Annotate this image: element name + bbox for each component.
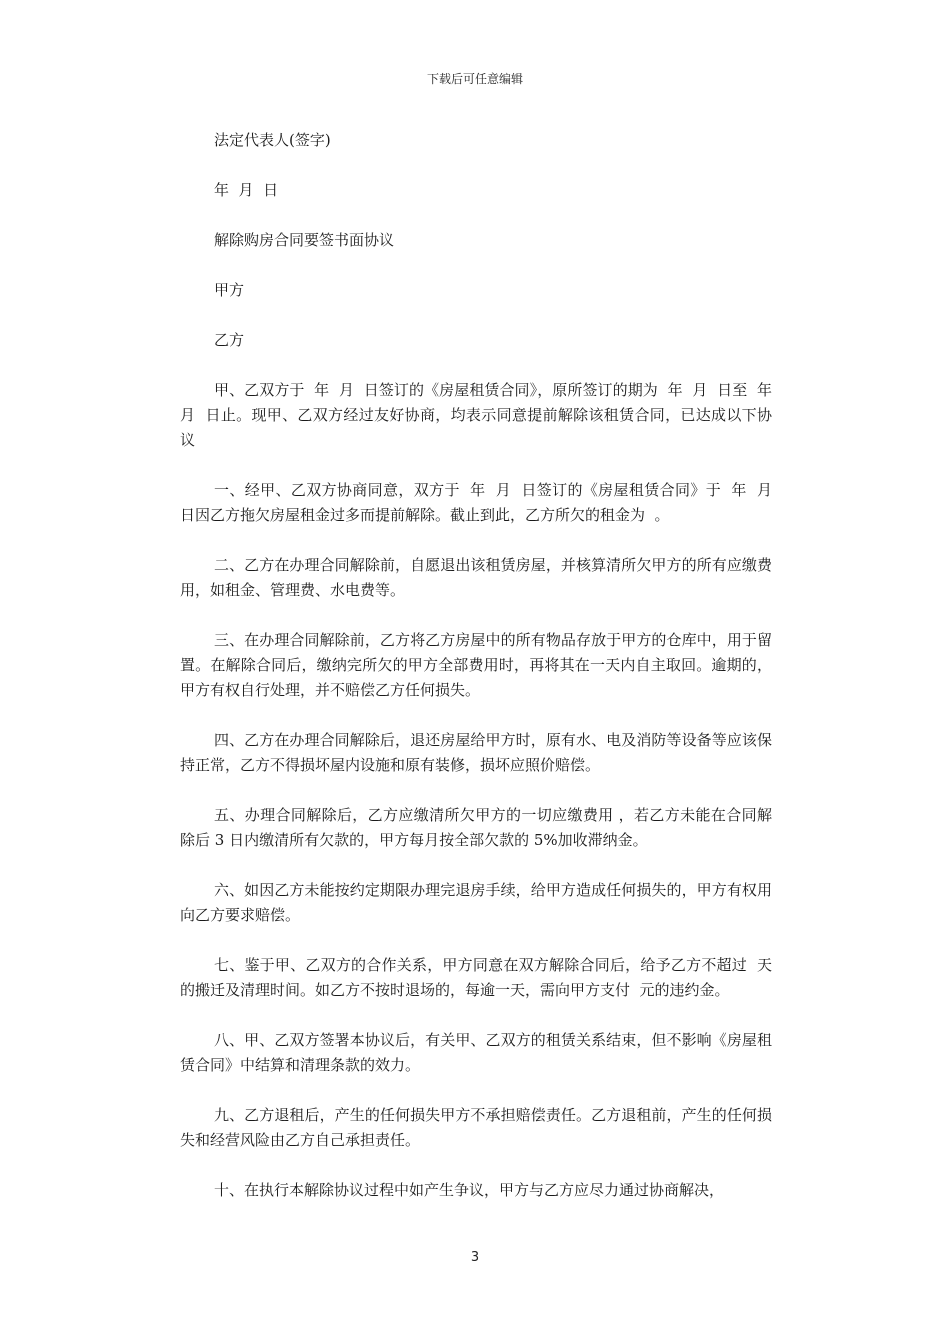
party-b-line: 乙方 [214, 331, 245, 349]
clause-2: 二、乙方在办理合同解除前，自愿退出该租赁房屋，并核算清所欠甲方的所有应缴费用，如租金、管理费、水电费等。 [180, 556, 772, 599]
clause-6: 六、如因乙方未能按约定期限办理完退房手续，给甲方造成任何损失的，甲方有权用向乙方要求赔偿。 [180, 881, 772, 924]
clause-4: 四、乙方在办理合同解除后，退还房屋给甲方时，原有水、电及消防等设备等应该保持正常，乙方不得损坏屋内设施和原有装修，损坏应照价赔偿。 [180, 731, 772, 774]
section-title: 解除购房合同要签书面协议 [214, 231, 395, 249]
clause-3: 三、在办理合同解除前，乙方将乙方房屋中的所有物品存放于甲方的仓库中，用于留置。在解除合同后，缴纳完所欠的甲方全部费用时，再将其在一天内自主取回。逾期的，甲方有权自行处理，并不赔偿乙方任何损失。 [180, 631, 772, 699]
clause-10: 十、在执行本解除协议过程中如产生争议，甲方与乙方应尽力通过协商解决， [214, 1181, 725, 1199]
page-number: 3 [470, 1250, 480, 1265]
party-a-line: 甲方 [214, 281, 245, 299]
signature-line: 法定代表人(签字) [214, 131, 331, 149]
page-header: 下载后可任意编辑 [426, 72, 523, 86]
document-body [180, 128, 782, 1228]
clause-5: 五、办理合同解除后，乙方应缴清所欠甲方的一切应缴费用 ，若乙方未能在合同解除后 3 日内缴清所有欠款的，甲方每月按全部欠款的 5%加收滞纳金。 [180, 806, 772, 849]
clause-8: 八、甲、乙双方签署本协议后，有关甲、乙双方的租赁关系结束，但不影响《房屋租赁合同》中结算和清理条款的效力。 [180, 1031, 772, 1074]
preamble-paragraph: 甲、乙双方于 年 月 日签订的《房屋租赁合同》，原所签订的期为 年 月 日至 年 月 日止。现甲、乙双方经过友好协商，均表示同意提前解除该租赁合同，已达成以下协议 [180, 381, 782, 449]
date-line: 年 月 日 [214, 181, 279, 199]
clause-7: 七、鉴于甲、乙双方的合作关系，甲方同意在双方解除合同后，给予乙方不超过 天的搬迁及清理时间。如乙方不按时退场的，每逾一天，需向甲方支付 元的违约金。 [180, 956, 772, 999]
clause-1: 一、经甲、乙双方协商同意，双方于 年 月 日签订的《房屋租赁合同》于 年 月 日因乙方拖欠房屋租金过多而提前解除。截止到此，乙方所欠的租金为 。 [180, 481, 782, 524]
clause-9: 九、乙方退租后，产生的任何损失甲方不承担赔偿责任。乙方退租前，产生的任何损失和经营风险由乙方自己承担责任。 [180, 1106, 772, 1149]
